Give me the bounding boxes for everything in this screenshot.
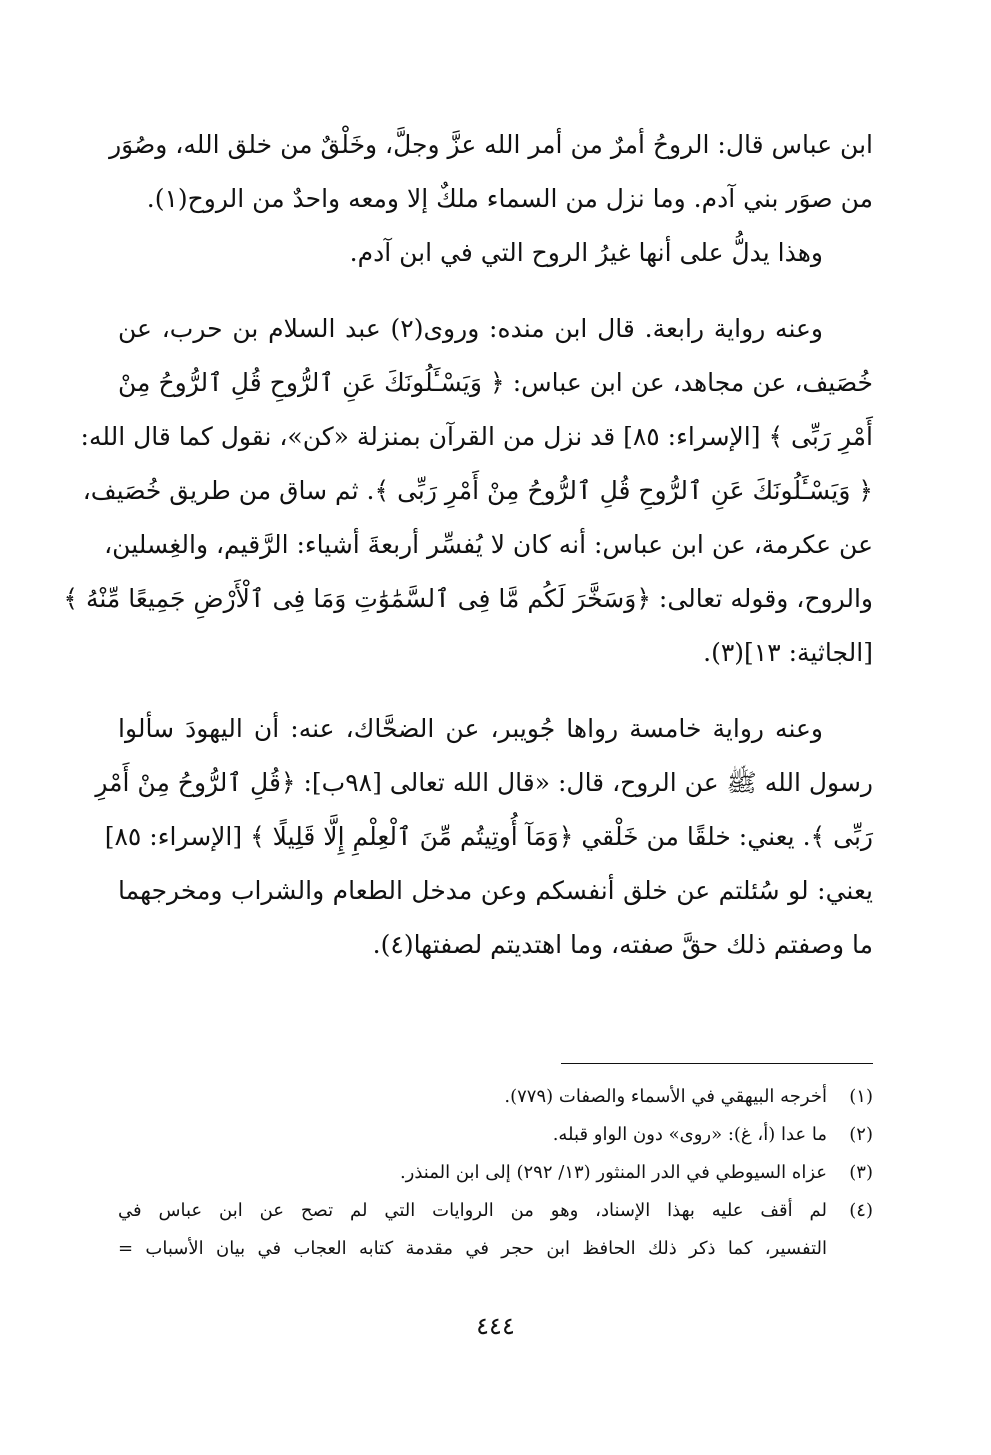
footnote-text: أخرجه البيهقي في الأسماء والصفات (٧٧٩). xyxy=(504,1086,827,1107)
footnote-2 xyxy=(118,1116,873,1154)
page-number: ٤٤٤ xyxy=(476,1312,515,1340)
text-line: رَبِّى ﴾. يعني: خلقًا من خَلْقي ﴿وَمَآ أُوتِيتُم مِّنَ ٱلْعِلْمِ إِلَّا قَلِيلًا ﴾ [الإسراء: ٨٥] xyxy=(104,822,873,851)
text-line: من صوَر بني آدم. وما نزل من السماء ملكٌ إلا ومعه واحدٌ من الروح(١). xyxy=(146,184,873,213)
text-line: عن عكرمة، عن ابن عباس: أنه كان لا يُفسِّر أربعةَ أشياء: الرَّقيم، والغِسلين، xyxy=(104,530,873,559)
footnote-number: (٤) xyxy=(849,1200,873,1221)
main-text xyxy=(63,118,873,972)
paragraph-4 xyxy=(95,702,873,972)
footnote-4 xyxy=(118,1192,873,1230)
footnote-number: (٣) xyxy=(849,1162,873,1183)
text-line: [الجاثية: ١٣](٣). xyxy=(703,638,873,667)
text-line: وعنه رواية خامسة رواها جُويبر، عن الضحَّاك، عنه: أن اليهودَ سألوا xyxy=(118,714,823,743)
text-line: رسول الله ﷺ عن الروح، قال: «قال الله تعالى [٩٨ب]: ﴿قُلِ ٱلرُّوحُ مِنْ أَمْرِ xyxy=(95,768,873,797)
footnote-1 xyxy=(118,1078,873,1116)
footnote-text: عزاه السيوطي في الدر المنثور (١٣/ ٢٩٢) إلى ابن المنذر. xyxy=(399,1162,827,1183)
text-line: وعنه رواية رابعة. قال ابن منده: وروى(٢) عبد السلام بن حرب، عن xyxy=(118,314,823,343)
footnotes xyxy=(118,1078,873,1268)
text-line: ابن عباس قال: الروحُ أمرٌ من أمر الله عزَّ وجلَّ، وخَلْقٌ من خلق الله، وصُوَر xyxy=(109,130,873,159)
text-line: خُصَيف، عن مجاهد، عن ابن عباس: ﴿ وَيَسْـَٔلُونَكَ عَنِ ٱلرُّوحِ قُلِ ٱلرُّوحُ مِنْ xyxy=(118,368,873,397)
text-line: والروح، وقوله تعالى: ﴿وَسَخَّرَ لَكُم مَّا فِى ٱلسَّمَٰوَٰتِ وَمَا فِى ٱلْأَرْضِ جَمِيعًا مِّنْهُ ﴾ xyxy=(63,584,873,613)
footnote-number: (٢) xyxy=(849,1124,873,1145)
text-line: يعني: لو سُئلتم عن خلق أنفسكم وعن مدخل الطعام والشراب ومخرجهما xyxy=(118,876,873,905)
paragraph-3 xyxy=(63,302,873,680)
footnote-separator xyxy=(561,1063,873,1064)
footnote-4-continuation: التفسير، كما ذكر ذلك الحافظ ابن حجر في مقدمة كتابه العجاب في بيان الأسباب = xyxy=(118,1238,827,1259)
footnote-text: لم أقف عليه بهذا الإسناد، وهو من الروايات التي لم تصح عن ابن عباس في xyxy=(118,1200,827,1221)
text-line: ﴿ وَيَسْـَٔلُونَكَ عَنِ ٱلرُّوحِ قُلِ ٱلرُّوحُ مِنْ أَمْرِ رَبِّى ﴾. ثم ساق من طريق خُصَيف، xyxy=(82,476,873,505)
paragraph-1 xyxy=(109,118,873,226)
footnote-3 xyxy=(118,1154,873,1192)
text-line: ما وصفتم ذلك حقَّ صفته، وما اهتديتم لصفتها(٤). xyxy=(372,930,873,959)
paragraph-2 xyxy=(118,226,873,280)
text-line: وهذا يدلُّ على أنها غيرُ الروح التي في ابن آدم. xyxy=(349,238,823,267)
footnote-text: ما عدا (أ، غ): «روى» دون الواو قبله. xyxy=(552,1124,827,1145)
footnote-number: (١) xyxy=(849,1086,873,1107)
text-line: أَمْرِ رَبِّى ﴾ [الإسراء: ٨٥] قد نزل من القرآن بمنزلة «كن»، نقول كما قال الله: xyxy=(80,422,873,451)
